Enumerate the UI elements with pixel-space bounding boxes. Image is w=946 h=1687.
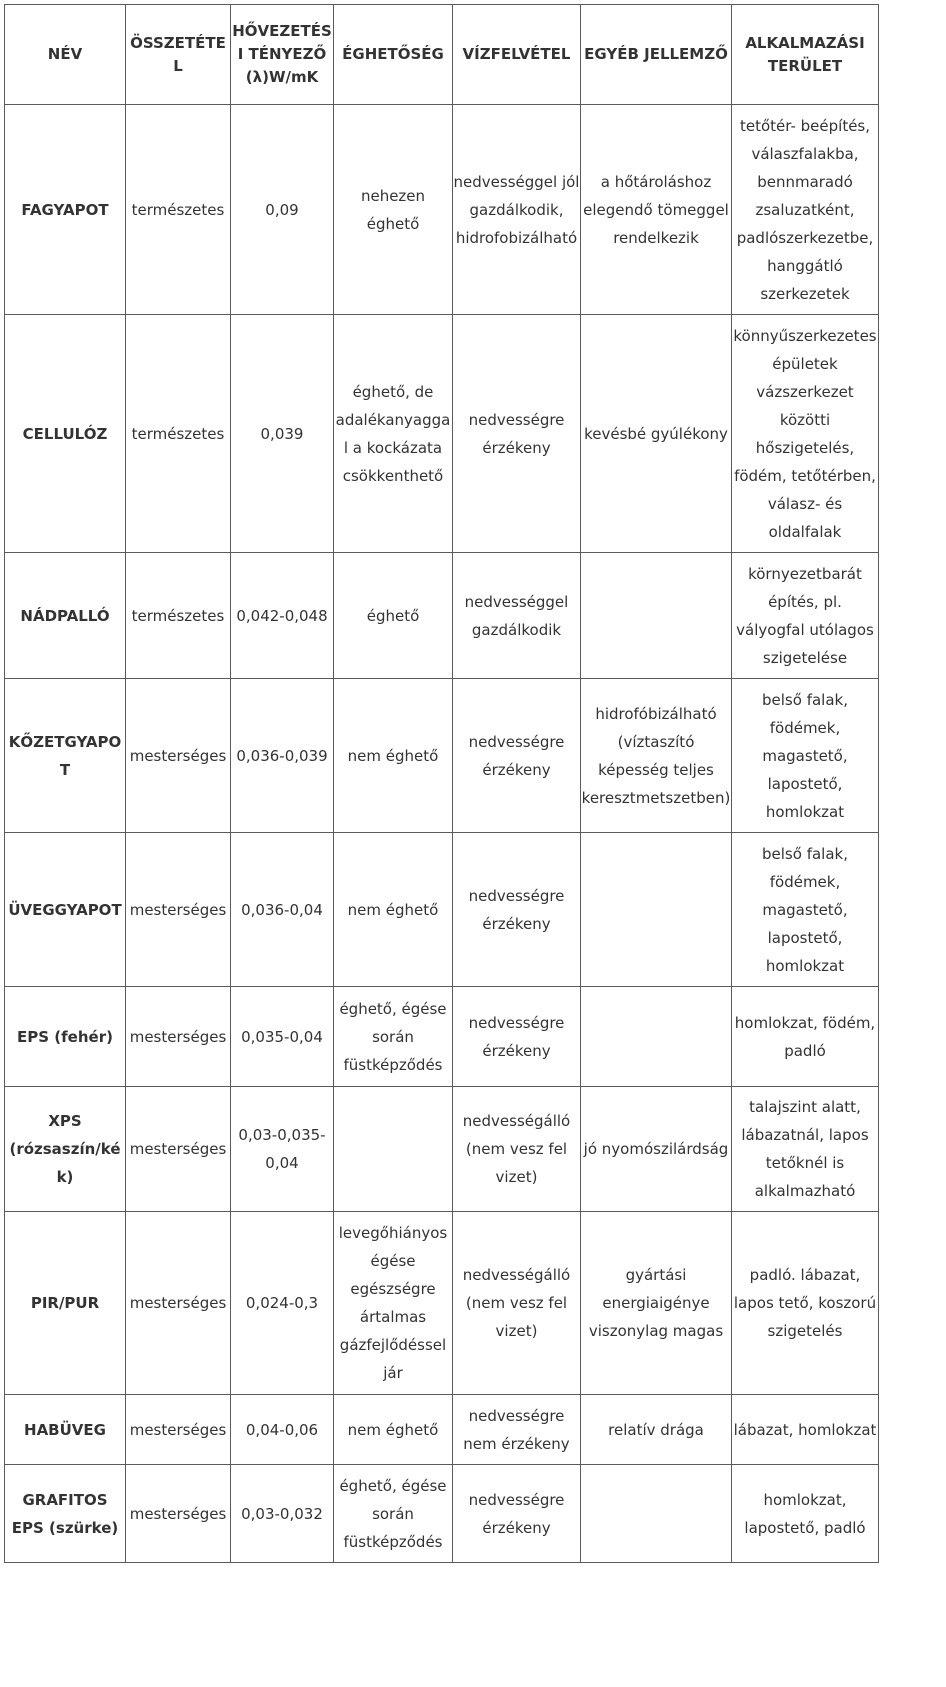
composition-cell: mesterséges — [126, 679, 231, 833]
insulation-comparison-table — [4, 4, 879, 1563]
header-row — [5, 5, 879, 105]
material-name: XPS (rózsaszín/kék) — [5, 1087, 126, 1212]
table-row — [5, 553, 879, 679]
material-name: NÁDPALLÓ — [5, 553, 126, 679]
composition-cell: természetes — [126, 553, 231, 679]
header-application: ALKALMAZÁSI TERÜLET — [732, 5, 879, 105]
application-cell: könnyűszerkezetes épületek vázszerkezet közötti hőszigetelés, födém, tetőtérben, válasz- és oldalfalak — [732, 315, 879, 553]
composition-cell: mesterséges — [126, 833, 231, 987]
flammability-cell: nem éghető — [334, 679, 453, 833]
table-row — [5, 1395, 879, 1465]
water-absorption-cell: nedvességgel gazdálkodik — [453, 553, 581, 679]
application-cell: lábazat, homlokzat — [732, 1395, 879, 1465]
material-name: GRAFITOS EPS (szürke) — [5, 1465, 126, 1563]
water-absorption-cell: nedvességre érzékeny — [453, 987, 581, 1087]
composition-cell: természetes — [126, 315, 231, 553]
application-cell: környezetbarát építés, pl. vályogfal utólagos szigetelése — [732, 553, 879, 679]
composition-cell: természetes — [126, 105, 231, 315]
other-property-cell — [581, 1465, 732, 1563]
composition-cell: mesterséges — [126, 1395, 231, 1465]
water-absorption-cell: nedvességgel jól gazdálkodik, hidrofobizálható — [453, 105, 581, 315]
composition-cell: mesterséges — [126, 987, 231, 1087]
other-property-cell: gyártási energiaigénye viszonylag magas — [581, 1212, 732, 1395]
conductivity-cell: 0,042-0,048 — [231, 553, 334, 679]
conductivity-cell: 0,09 — [231, 105, 334, 315]
material-name: HABÜVEG — [5, 1395, 126, 1465]
flammability-cell: éghető, égése során füstképződés — [334, 987, 453, 1087]
conductivity-cell: 0,039 — [231, 315, 334, 553]
application-cell: tetőtér- beépítés, válaszfalakba, bennmaradó zsaluzatként, padlószerkezetbe, hanggátló szerkezetek — [732, 105, 879, 315]
water-absorption-cell: nedvességálló (nem vesz fel vizet) — [453, 1212, 581, 1395]
application-cell: belső falak, födémek, magastető, lapostető, homlokzat — [732, 679, 879, 833]
table-row — [5, 679, 879, 833]
flammability-cell: éghető, de adalékanyaggal a kockázata csökkenthető — [334, 315, 453, 553]
conductivity-cell: 0,03-0,035-0,04 — [231, 1087, 334, 1212]
other-property-cell: jó nyomószilárdság — [581, 1087, 732, 1212]
application-cell: talajszint alatt, lábazatnál, lapos tetőknél is alkalmazható — [732, 1087, 879, 1212]
conductivity-cell: 0,035-0,04 — [231, 987, 334, 1087]
table-row — [5, 833, 879, 987]
water-absorption-cell: nedvességre érzékeny — [453, 1465, 581, 1563]
table-row — [5, 1465, 879, 1563]
table-row — [5, 105, 879, 315]
table-row — [5, 1212, 879, 1395]
application-cell: homlokzat, födém, padló — [732, 987, 879, 1087]
material-name: ÜVEGGYAPOT — [5, 833, 126, 987]
header-flammability: ÉGHETŐSÉG — [334, 5, 453, 105]
other-property-cell — [581, 553, 732, 679]
other-property-cell — [581, 987, 732, 1087]
material-name: CELLULÓZ — [5, 315, 126, 553]
flammability-cell: éghető, égése során füstképződés — [334, 1465, 453, 1563]
flammability-cell: nehezen éghető — [334, 105, 453, 315]
conductivity-cell: 0,024-0,3 — [231, 1212, 334, 1395]
other-property-cell: hidrofóbizálható (víztaszító képesség teljes keresztmetszetben) — [581, 679, 732, 833]
conductivity-cell: 0,036-0,039 — [231, 679, 334, 833]
other-property-cell: relatív drága — [581, 1395, 732, 1465]
header-other-property: EGYÉB JELLEMZŐ — [581, 5, 732, 105]
other-property-cell: kevésbé gyúlékony — [581, 315, 732, 553]
application-cell: homlokzat, lapostető, padló — [732, 1465, 879, 1563]
composition-cell: mesterséges — [126, 1087, 231, 1212]
conductivity-cell: 0,04-0,06 — [231, 1395, 334, 1465]
other-property-cell — [581, 833, 732, 987]
water-absorption-cell: nedvességálló (nem vesz fel vizet) — [453, 1087, 581, 1212]
flammability-cell: éghető — [334, 553, 453, 679]
flammability-cell: nem éghető — [334, 1395, 453, 1465]
application-cell: belső falak, födémek, magastető, lapostető, homlokzat — [732, 833, 879, 987]
composition-cell: mesterséges — [126, 1465, 231, 1563]
conductivity-cell: 0,036-0,04 — [231, 833, 334, 987]
composition-cell: mesterséges — [126, 1212, 231, 1395]
application-cell: padló. lábazat, lapos tető, koszorú szigetelés — [732, 1212, 879, 1395]
water-absorption-cell: nedvességre érzékeny — [453, 833, 581, 987]
material-name: PIR/PUR — [5, 1212, 126, 1395]
conductivity-cell: 0,03-0,032 — [231, 1465, 334, 1563]
header-name: NÉV — [5, 5, 126, 105]
header-composition: ÖSSZETÉTEL — [126, 5, 231, 105]
header-conductivity: HŐVEZETÉSI TÉNYEZŐ (λ)W/mK — [231, 5, 334, 105]
water-absorption-cell: nedvességre érzékeny — [453, 679, 581, 833]
water-absorption-cell: nedvességre nem érzékeny — [453, 1395, 581, 1465]
flammability-cell — [334, 1087, 453, 1212]
material-name: KŐZETGYAPOT — [5, 679, 126, 833]
table-row — [5, 987, 879, 1087]
header-water-absorption: VÍZFELVÉTEL — [453, 5, 581, 105]
other-property-cell: a hőtároláshoz elegendő tömeggel rendelkezik — [581, 105, 732, 315]
material-name: FAGYAPOT — [5, 105, 126, 315]
flammability-cell: nem éghető — [334, 833, 453, 987]
table-row — [5, 315, 879, 553]
table-row — [5, 1087, 879, 1212]
flammability-cell: levegőhiányos égése egészségre ártalmas gázfejlődéssel jár — [334, 1212, 453, 1395]
water-absorption-cell: nedvességre érzékeny — [453, 315, 581, 553]
material-name: EPS (fehér) — [5, 987, 126, 1087]
